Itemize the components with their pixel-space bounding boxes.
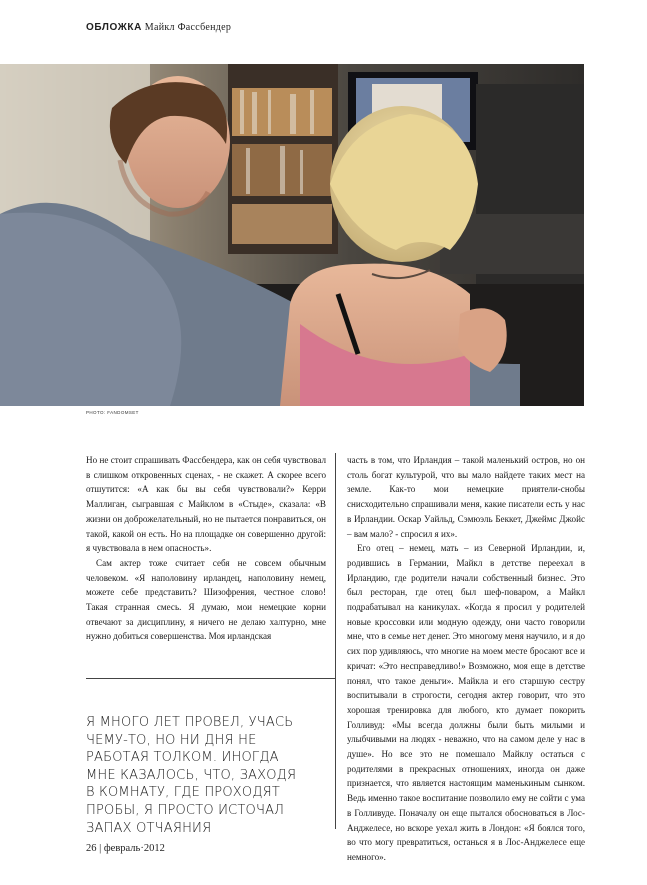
running-header	[86, 22, 231, 33]
paragraph: Сам актер тоже считает себя не совсем обычным человеком. «Я наполовину ирландец, наполовину немец, можете себе представить? Шизофрения, честное слово! Такая странная смесь. Я думаю, мои немецкие корни отвечают за дисциплину, я ничего не делаю халтурно, мне нужно добиться совершенства. Моя ирландская	[86, 557, 326, 642]
column-divider	[335, 453, 336, 829]
pull-quote-rule	[86, 678, 335, 679]
issue-year: 2012	[143, 843, 165, 854]
issue-month: февраль	[103, 843, 141, 854]
photo-credit: PHOTO: FANDOMSET	[86, 410, 139, 415]
header-name: Майкл Фассбендер	[144, 22, 232, 33]
section-label: ОБЛОЖКА	[86, 22, 142, 33]
page-footer	[86, 843, 165, 854]
article-column-left	[86, 453, 326, 644]
article-column-right	[347, 453, 585, 865]
photo-illustration	[0, 64, 584, 406]
paragraph: Но не стоит спрашивать Фассбендера, как он себя чувствовал в слишком откровенных сценах, - не скажет. А скорее всего отшутится: «А как бы вы себя чувствовали?» Керри Маллиган, сыгравшая с Майклом в «Стыде», сказала: «В жизни он доброжелательный, но не пытается понравиться, он такой, какой он есть. Но на площадке он совершенно другой: я чувствовала в нем опасность».	[86, 455, 326, 554]
footer-dot: ·	[140, 843, 144, 854]
paragraph: Его отец – немец, мать – из Северной Ирландии, и, родившись в Германии, Майкл в детстве переехал в Ирландию, где родители начали собственный бизнес. Это был ресторан, где отец был шеф-поваром, а Майкл подрабатывал на каникулах. «Когда я просил у родителей новые кроссовки или модную одежду, они часто говорили мне, что в семье нет денег. Это многому меня научило, и я до сих пор удивляюсь, что многие на моем месте бросают все и кричат: «Это несправедливо!» Возможно, моя еще в детстве понял, что такое деньги». Майкла и его старшую сестру воспитывали в строгости, сегодня актер говорит, что это хорошая тренировка для любого, кто думает покорить Голливуд: «Мы всегда должны были быть милыми и улыбчивыми на людях - неважно, что на самом деле у нас в душе». Но все это не помешало Майклу остаться с родителями в прекрасных отношениях, иногда он даже признается, что является настоящим маменькиным сынком. Ведь именно такое воспитание позволило ему не сойти с ума в Голливуде. Поначалу он еще пытался обосноваться в Лос-Анджелесе, но вскоре уехал жить в Лондон: «Я боялся того, во что могу превратиться, останься я в Лос-Анджелесе еще немного».	[347, 543, 585, 862]
cover-photo	[0, 64, 584, 406]
pull-quote: Я МНОГО ЛЕТ ПРОВЕЛ, УЧАСЬ ЧЕМУ-ТО, НО НИ ДНЯ НЕ РАБОТАЯ ТОЛКОМ. ИНОГДА МНЕ КАЗАЛОСЬ, ЧТО, ЗАХОДЯ В КОМНАТУ, ГДЕ ПРОХОДЯТ ПРОБЫ, Я ПРОСТО ИСТОЧАЛ ЗАПАХ ОТЧАЯНИЯ	[86, 715, 297, 836]
footer-separator: |	[99, 843, 102, 854]
page-number: 26	[86, 843, 97, 854]
paragraph: часть в том, что Ирландия – такой маленький остров, но он столь богат культурой, что вы мало найдете таких мест на земле. Как-то мои немецкие приятели-снобы снисходительно спрашивали меня, какие писатели есть у нас в Ирландии. Оскар Уайльд, Сэмюэль Беккет, Джеймс Джойс – вам мало? - спросил я их».	[347, 455, 585, 539]
